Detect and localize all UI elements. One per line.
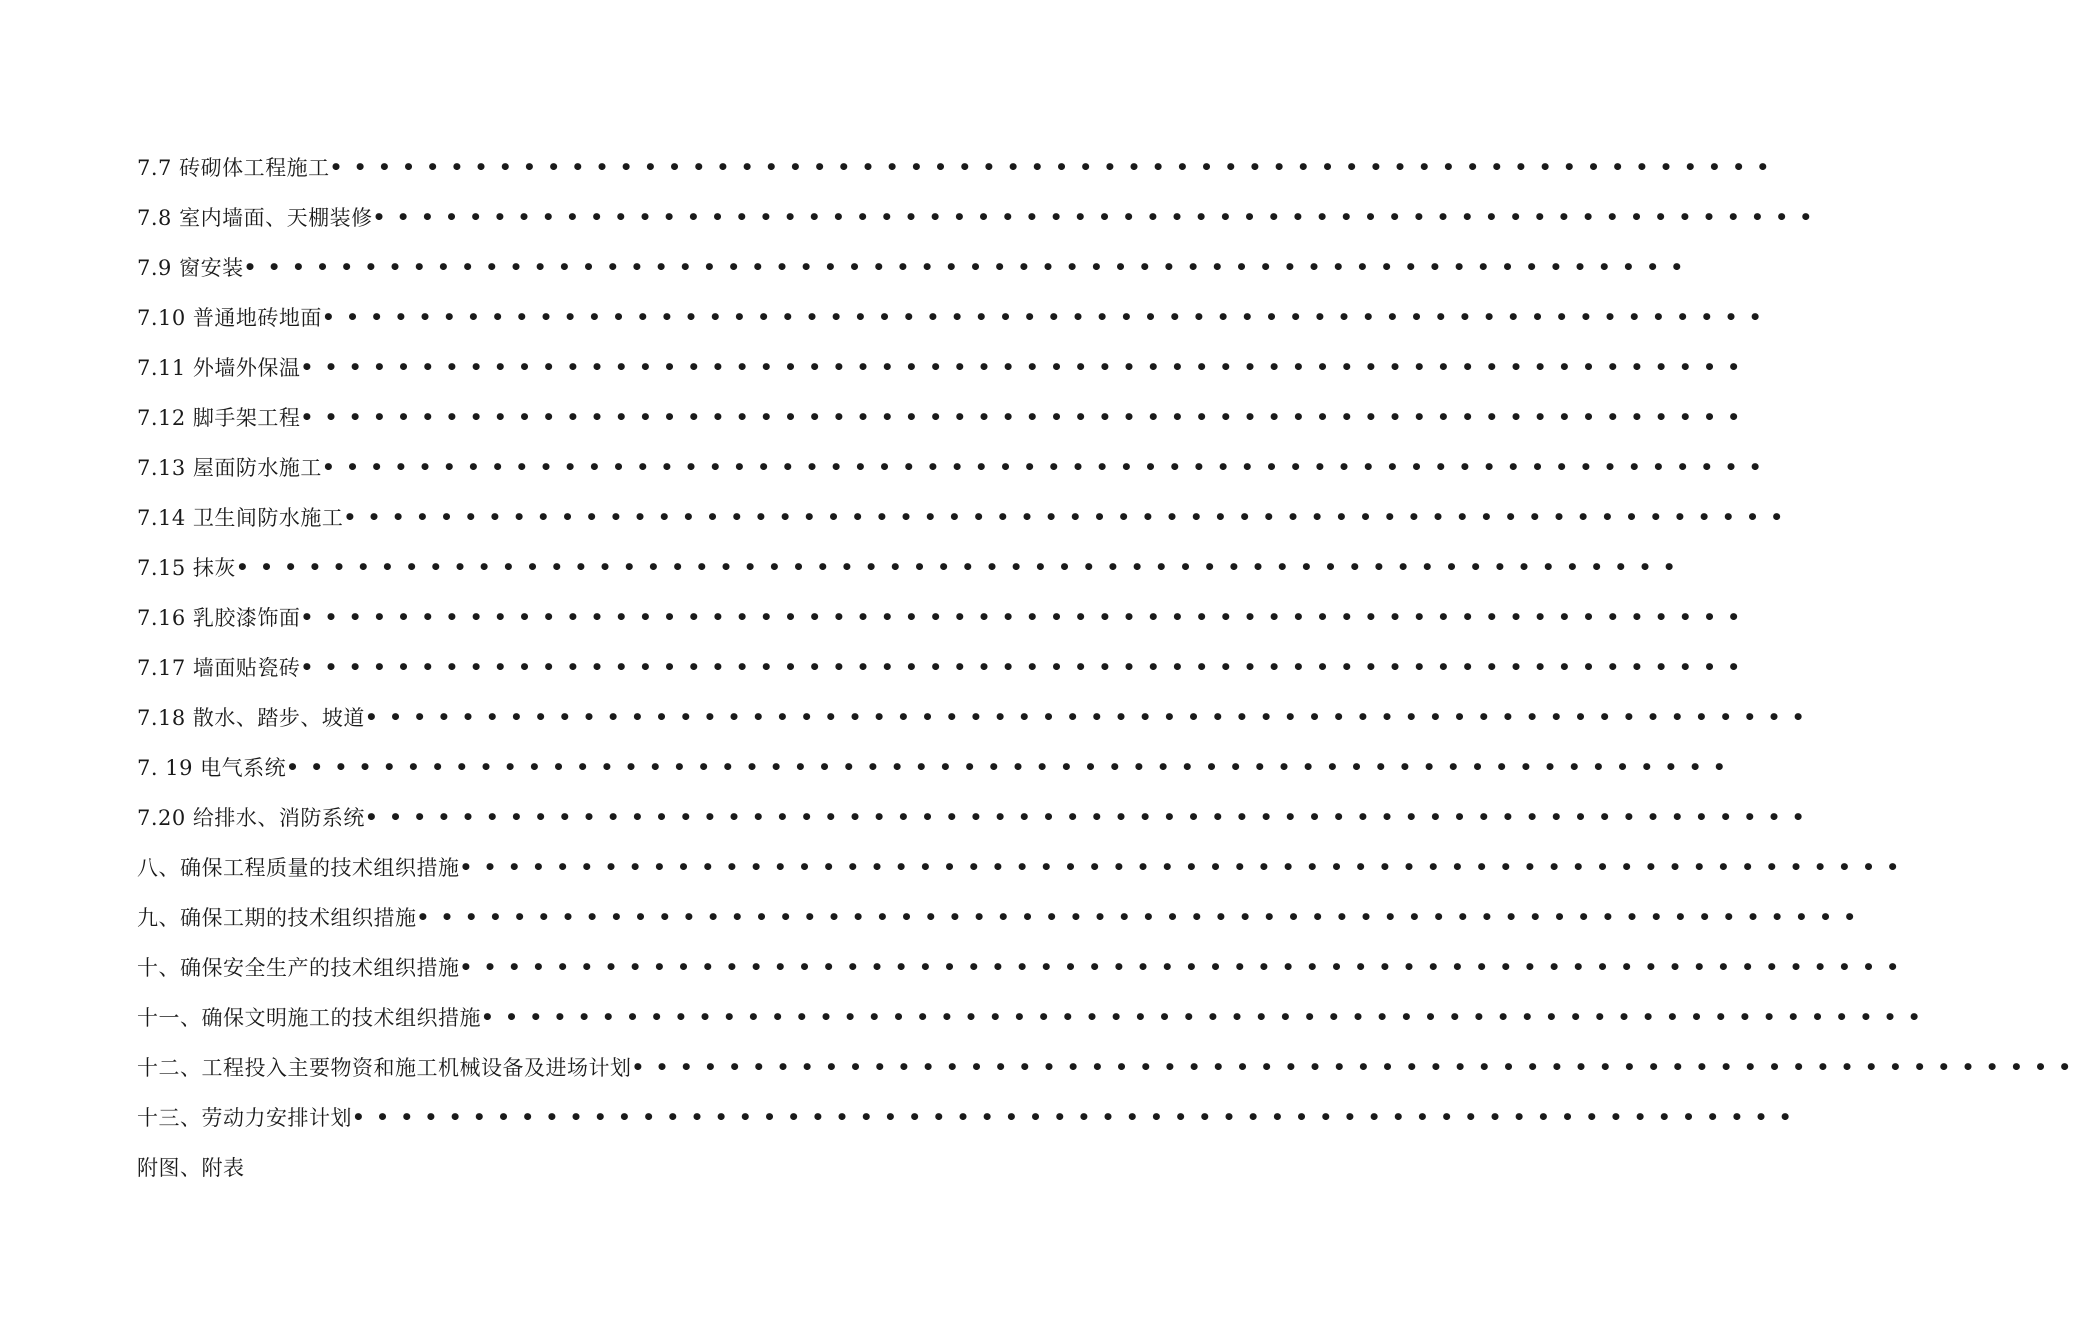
dot-leader: ••••••••••••••••••••••••••••••••••••••••••••••••••••••••••••	[352, 1105, 1803, 1129]
toc-entry-title: 7.14 卫生间防水施工	[137, 506, 344, 530]
dot-leader: ••••••••••••••••••••••••••••••••••••••••••••••••••••••••••••	[300, 655, 1752, 679]
dot-leader: ••••••••••••••••••••••••••••••••••••••••••••••••••••••••••••	[321, 455, 1773, 479]
toc-entry[interactable]	[137, 492, 1795, 542]
dot-leader: ••••••••••••••••••••••••••••••••••••••••••••••••••••••••••••	[631, 1055, 2083, 1079]
toc-entry[interactable]	[137, 992, 1932, 1042]
dot-leader: ••••••••••••••••••••••••••••••••••••••••••••••••••••••••••••	[416, 905, 1868, 929]
toc-entry-title: 九、确保工期的技术组织措施	[137, 906, 417, 930]
toc-entry-title: 7.9 窗安装	[137, 256, 244, 280]
toc-entry-title: 7. 19 电气系统	[137, 756, 287, 780]
dot-leader: ••••••••••••••••••••••••••••••••••••••••••••••••••••••••••••	[459, 855, 1911, 879]
toc-entry[interactable]	[137, 1042, 2083, 1092]
toc-entry-title: 附图、附表	[137, 1156, 245, 1180]
toc-entry-title: 7.18 散水、踏步、坡道	[137, 706, 365, 730]
dot-leader: ••••••••••••••••••••••••••••••••••••••••••••••••••••••••••••	[372, 205, 1824, 229]
toc-entry[interactable]	[137, 192, 1824, 242]
toc-entry-title: 7.16 乳胶漆饰面	[137, 606, 301, 630]
toc-entry[interactable]	[137, 692, 1816, 742]
dot-leader: ••••••••••••••••••••••••••••••••••••••••••••••••••••••••••••	[343, 505, 1795, 529]
toc-entry[interactable]	[137, 1142, 820, 1192]
toc-entry-title: 十、确保安全生产的技术组织措施	[137, 956, 460, 980]
toc-entry[interactable]	[137, 392, 1752, 442]
table-of-contents	[137, 142, 2083, 1192]
toc-entry[interactable]	[137, 742, 1738, 792]
toc-entry-title: 十一、确保文明施工的技术组织措施	[137, 1006, 481, 1030]
toc-entry[interactable]	[137, 542, 1687, 592]
dot-leader: ••••••••••••••••••••••••••••••••••••••••••••••••••••••••••••	[300, 405, 1752, 429]
toc-entry[interactable]	[137, 292, 1773, 342]
dot-leader: ••••••••••••••••••••••••••••••••••••••••••••••••••••••••••••	[364, 805, 1816, 829]
toc-entry[interactable]	[137, 592, 1752, 642]
toc-entry-title: 7.8 室内墙面、天棚装修	[137, 206, 373, 230]
toc-entry-title: 十三、劳动力安排计划	[137, 1106, 352, 1130]
toc-entry[interactable]	[137, 142, 1781, 192]
toc-entry-title: 7.17 墙面贴瓷砖	[137, 656, 301, 680]
dot-leader: ••••••••••••••••••••••••••••••••••••••••••••••••••••••••••••	[300, 605, 1752, 629]
toc-entry[interactable]	[137, 842, 1911, 892]
toc-entry[interactable]	[137, 892, 1868, 942]
dot-leader: ••••••••••••••••••••••••••••••••••••••••••••••••••••••••••••	[235, 555, 1687, 579]
toc-entry-title: 7.13 屋面防水施工	[137, 456, 322, 480]
dot-leader: ••••••••••••••••••••••••••••••••••••••••••••••••••••••••••••	[459, 955, 1911, 979]
toc-entry-title: 八、确保工程质量的技术组织措施	[137, 856, 460, 880]
toc-entry[interactable]	[137, 792, 1816, 842]
toc-entry-title: 7.7 砖砌体工程施工	[137, 156, 330, 180]
toc-entry-title: 十二、工程投入主要物资和施工机械设备及进场计划	[137, 1056, 632, 1080]
toc-entry[interactable]	[137, 1092, 1803, 1142]
toc-entry[interactable]	[137, 342, 1752, 392]
toc-entry[interactable]	[137, 642, 1752, 692]
toc-entry[interactable]	[137, 442, 1773, 492]
toc-entry-title: 7.20 给排水、消防系统	[137, 806, 365, 830]
toc-entry-title: 7.12 脚手架工程	[137, 406, 301, 430]
toc-entry[interactable]	[137, 942, 1911, 992]
dot-leader: ••••••••••••••••••••••••••••••••••••••••••••••••••••••••••••	[329, 155, 1781, 179]
toc-entry-title: 7.15 抹灰	[137, 556, 236, 580]
dot-leader: ••••••••••••••••••••••••••••••••••••••••••••••••••••••••••••	[300, 355, 1752, 379]
dot-leader: ••••••••••••••••••••••••••••••••••••••••••••••••••••••••••••	[364, 705, 1816, 729]
dot-leader: ••••••••••••••••••••••••••••••••••••••••••••••••••••••••••••	[243, 255, 1695, 279]
dot-leader: ••••••••••••••••••••••••••••••••••••••••••••••••••••••••••••	[321, 305, 1773, 329]
dot-leader: ••••••••••••••••••••••••••••••••••••••••••••••••••••••••••••	[481, 1005, 1932, 1029]
toc-entry[interactable]	[137, 242, 1695, 292]
dot-leader: ••••••••••••••••••••••••••••••••••••••••••••••••••••••••••••	[286, 755, 1738, 779]
toc-entry-title: 7.11 外墙外保温	[137, 356, 301, 380]
toc-entry-title: 7.10 普通地砖地面	[137, 306, 322, 330]
